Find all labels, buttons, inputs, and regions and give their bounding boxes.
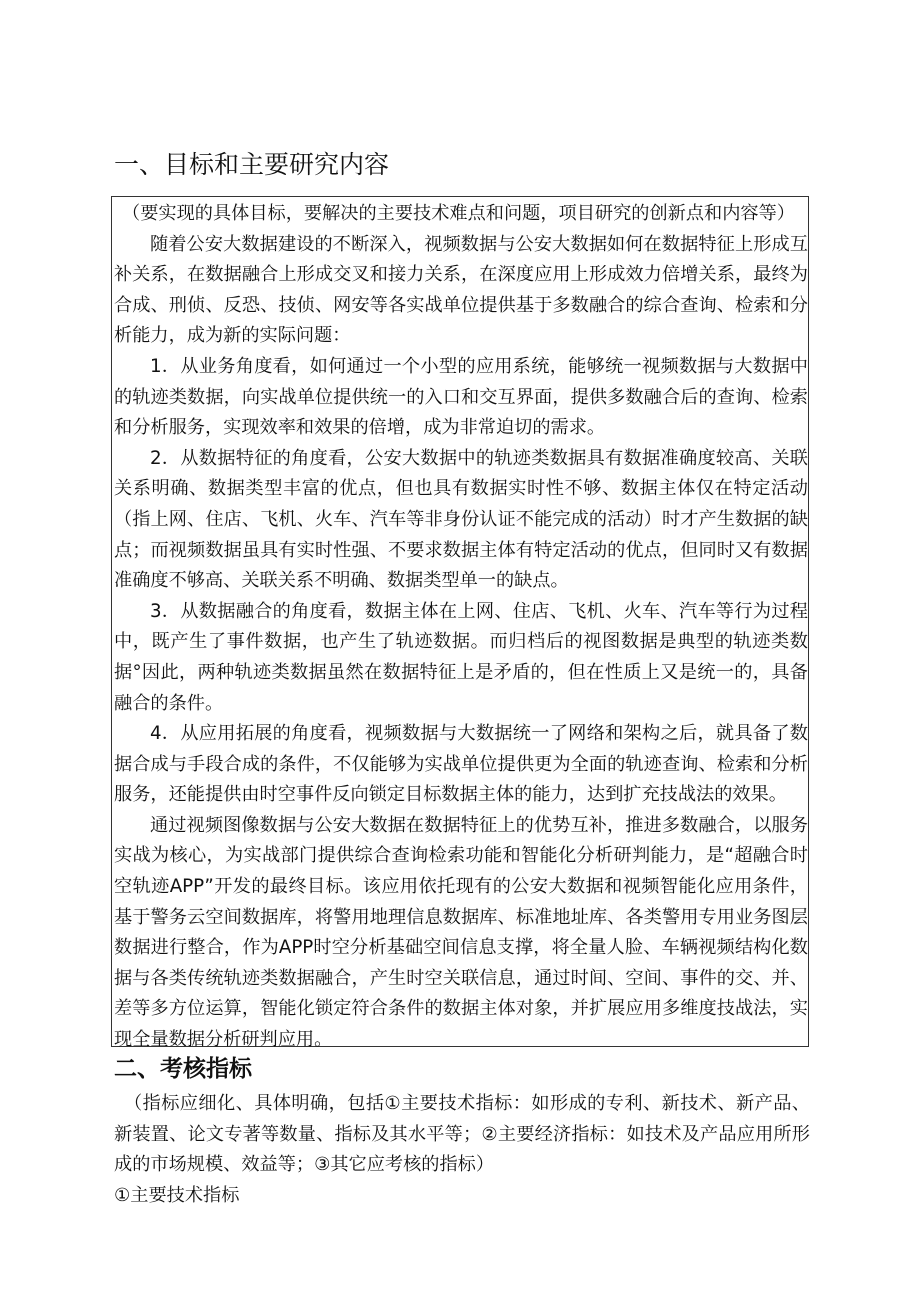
section2-content: [114, 1089, 810, 1211]
section2-note: （指标应细化、具体明确，包括①主要技术指标：如形成的专利、新技术、新产品、新装置、论文专著等数量、指标及其水平等；②主要经济指标：如技术及产品应用所形成的市场规模、效益等；③其它应考核的指标）: [114, 1093, 810, 1176]
section1-paragraph-1: 1．从业务角度看，如何通过一个小型的应用系统，能够统一视频数据与大数据中的轨迹类数据，向实战单位提供统一的入口和交互界面，提供多数融合后的查询、检索和分析服务，实现效率和效果的倍增，成为非常迫切的需求。: [114, 355, 808, 439]
section2-heading: 二、考核指标: [114, 1056, 252, 1082]
section1-content-box: [111, 196, 809, 1051]
section2-sub-label: ①主要技术指标: [114, 1184, 240, 1206]
section1-paragraph-2: 2．从数据特征的角度看，公安大数据中的轨迹类数据具有数据准确度较高、关联关系明确、数据类型丰富的优点，但也具有数据实时性不够、数据主体仅在特定活动（指上网、住店、飞机、火车、汽车等非身份认证不能完成的活动）时才产生数据的缺点；而视频数据虽具有实时性强、不要求数据主体有特定活动的优点，但同时又有数据准确度不够高、关联关系不明确、数据类型单一的缺点。: [114, 447, 808, 592]
section1-content: [114, 199, 808, 1056]
section1-paragraph-goal: 通过视频图像数据与公安大数据在数据特征上的优势互补，推进多数融合，以服务实战为核心，为实战部门提供综合查询检索功能和智能化分析研判能力，是“超融合时空轨迹APP”开发的最终目标。该应用依托现有的公安大数据和视频智能化应用条件，基于警务云空间数据库，将警用地理信息数据库、标准地址库、各类警用专用业务图层数据进行整合，作为APP时空分析基础空间信息支撑，将全量人脸、车辆视频结构化数据与各类传统轨迹类数据融合，产生时空关联信息，通过时间、空间、事件的交、并、差等多方位运算，智能化锁定符合条件的数据主体对象，并扩展应用多维度技战法，实现全量数据分析研判应用。: [114, 814, 808, 1051]
section1-note: （要实现的具体目标，要解决的主要技术难点和问题，项目研究的创新点和内容等）: [122, 203, 795, 224]
section1-paragraph-3: 3．从数据融合的角度看，数据主体在上网、住店、飞机、火车、汽车等行为过程中，既产生了事件数据，也产生了轨迹数据。而归档后的视图数据是典型的轨迹类数据°因此，两种轨迹类数据虽然在数据特征上是矛盾的，但在性质上又是统一的，具备融合的条件。: [114, 600, 808, 714]
section1-heading: 一、目标和主要研究内容: [114, 150, 390, 179]
section1-paragraph-intro: 随着公安大数据建设的不断深入，视频数据与公安大数据如何在数据特征上形成互补关系，在数据融合上形成交叉和接力关系，在深度应用上形成效力倍增关系，最终为合成、刑侦、反恐、技侦、网安等各实战单位提供基于多数融合的综合查询、检索和分析能力，成为新的实际问题：: [114, 233, 808, 347]
section1-paragraph-4: 4．从应用拓展的角度看，视频数据与大数据统一了网络和架构之后，就具备了数据合成与手段合成的条件，不仅能够为实战单位提供更为全面的轨迹查询、检索和分析服务，还能提供由时空事件反向锁定目标数据主体的能力，达到扩充技战法的效果。: [114, 723, 808, 806]
